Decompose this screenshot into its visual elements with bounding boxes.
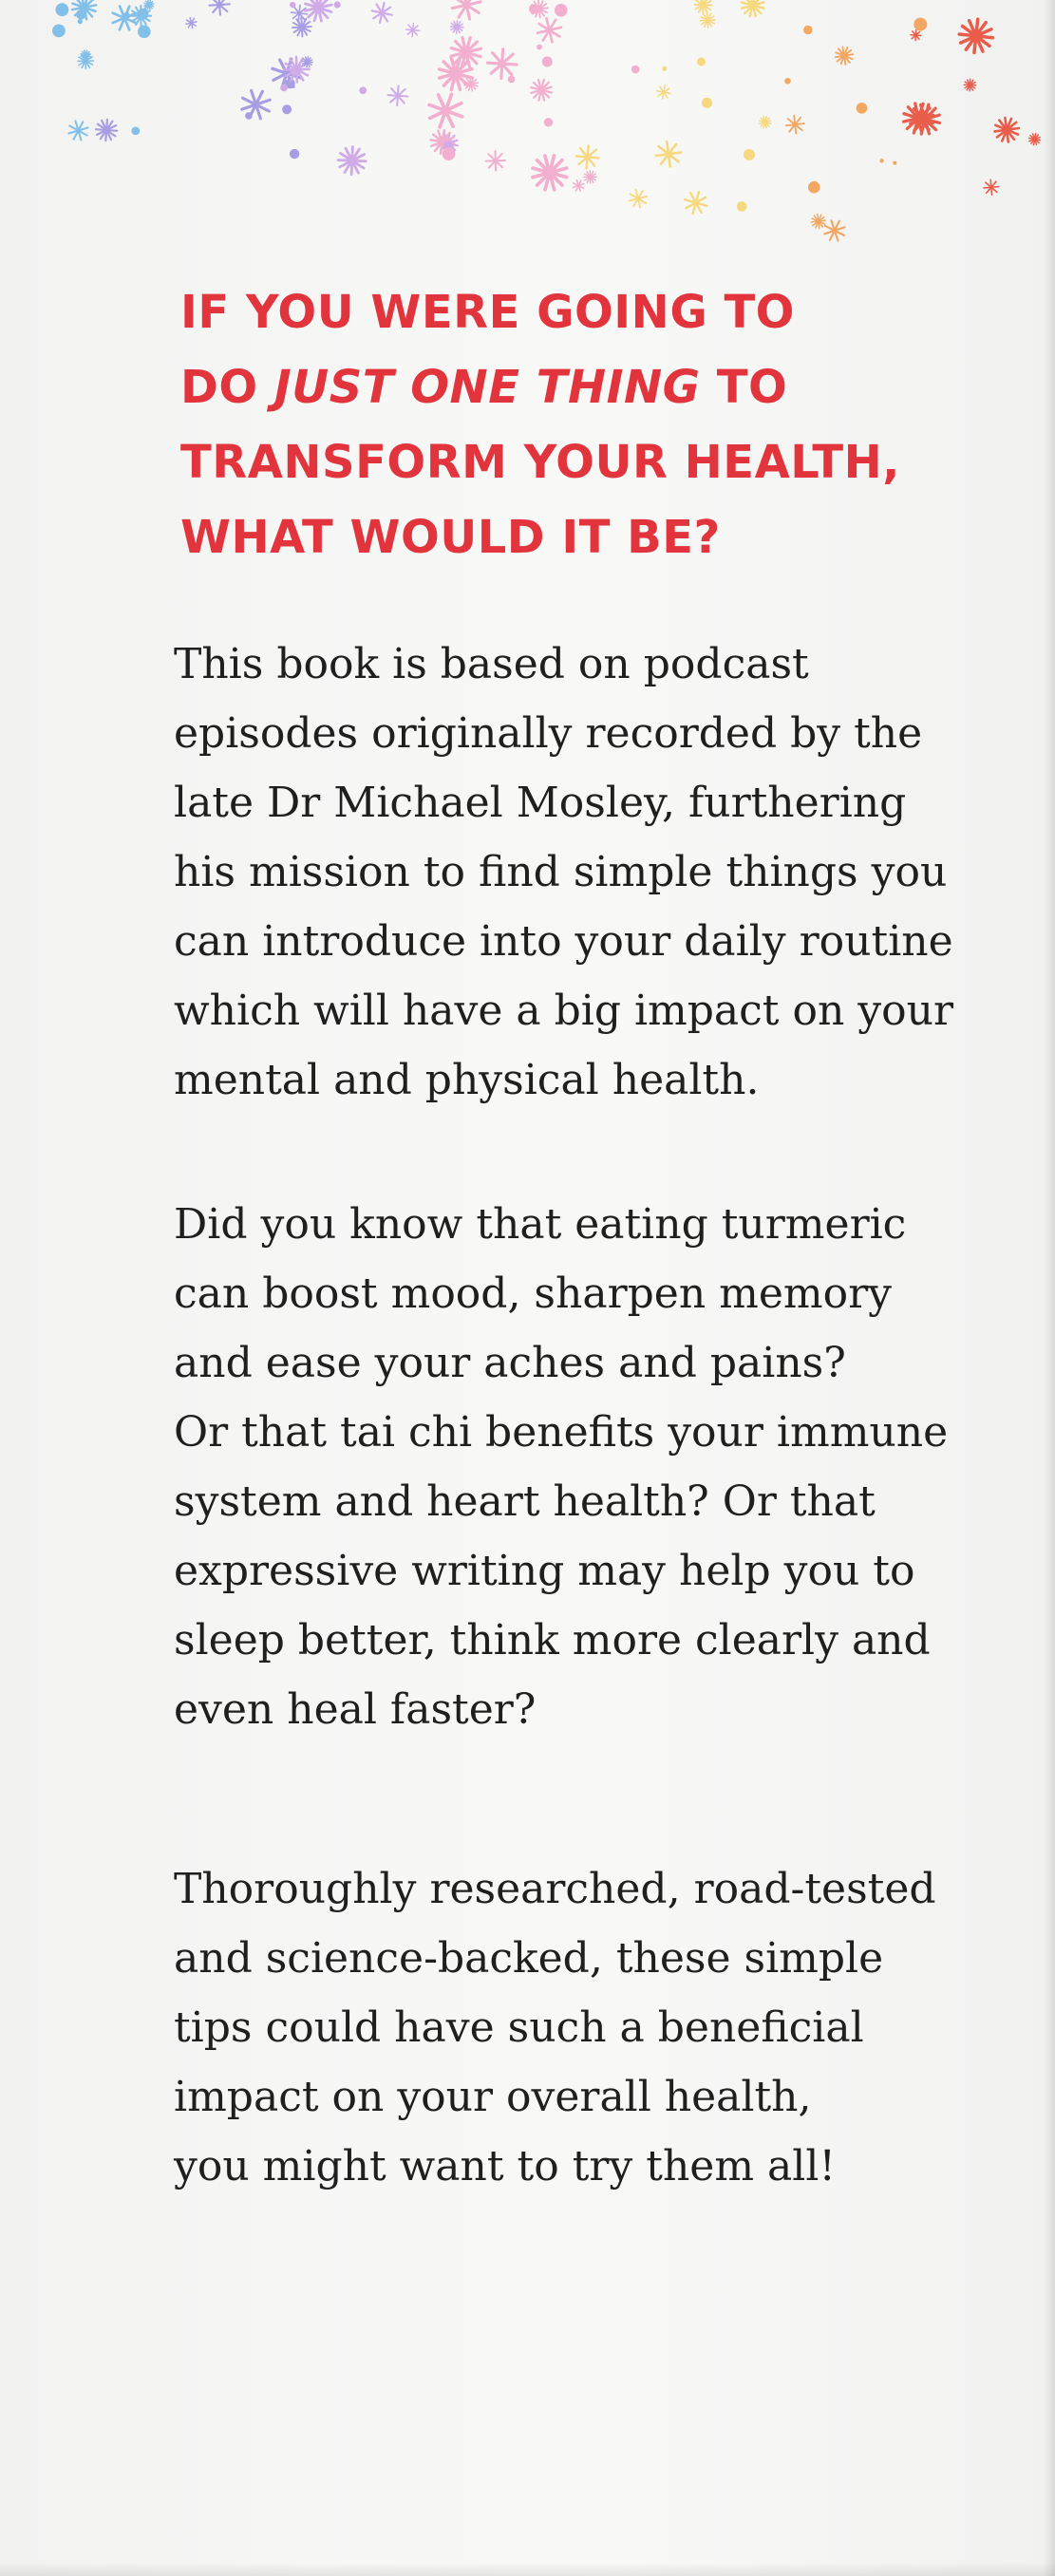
star-icon — [144, 0, 154, 9]
confetti-dot-icon — [857, 103, 868, 114]
confetti-dot-icon — [138, 26, 151, 39]
star-icon — [406, 24, 420, 37]
page-edge-shadow — [1044, 0, 1055, 2576]
confetti-dot-icon — [544, 118, 553, 126]
star-icon — [531, 80, 552, 101]
confetti-dot-icon — [737, 201, 747, 212]
star-icon — [186, 18, 197, 28]
star-icon — [576, 146, 599, 169]
confetti-dot-icon — [808, 181, 820, 194]
paragraph-line: and ease your aches and pains? — [174, 1339, 846, 1387]
star-icon — [338, 147, 366, 175]
confetti-dot-icon — [784, 78, 791, 85]
confetti-dot-icon — [631, 66, 640, 74]
headline-line: WHAT WOULD IT BE? — [180, 511, 721, 564]
star-icon — [836, 47, 854, 65]
star-icon — [486, 151, 505, 170]
star-icon — [537, 18, 561, 42]
star-icon — [811, 215, 825, 229]
confetti-dot-icon — [542, 57, 553, 67]
paragraph-line: Did you know that eating turmeric — [174, 1200, 907, 1249]
confetti-dot-icon — [697, 58, 706, 66]
headline-text: DO — [180, 361, 274, 414]
star-icon — [452, 0, 480, 19]
headline-line — [180, 350, 1016, 425]
questions-paragraph — [174, 1190, 1009, 1744]
star-icon — [911, 30, 921, 41]
closing-paragraph — [174, 1854, 1009, 2201]
star-icon — [786, 116, 804, 134]
headline-line: TRANSFORM YOUR HEALTH, — [180, 436, 901, 489]
paragraph-line: his mission to find simple things you — [174, 848, 948, 896]
paragraph-line: late Dr Michael Mosley, furthering — [174, 779, 907, 827]
confetti-dot-icon — [879, 159, 883, 162]
star-icon — [302, 57, 312, 67]
star-icon — [700, 13, 715, 28]
confetti-dot-icon — [803, 26, 813, 35]
confetti-dot-icon — [123, 12, 130, 19]
page-bottom-shadow — [0, 2563, 1055, 2576]
paragraph-line: Thoroughly researched, road-tested — [174, 1865, 936, 1913]
star-icon — [824, 220, 844, 240]
star-icon — [685, 192, 706, 214]
confetti-dot-icon — [744, 149, 755, 160]
confetti-dot-icon — [56, 3, 69, 16]
star-icon — [292, 18, 311, 37]
star-icon — [372, 3, 392, 23]
paragraph-line: tips could have such a beneficial — [174, 2003, 864, 2052]
confetti-dot-icon — [662, 66, 667, 71]
star-icon — [657, 85, 670, 99]
confetti-dot-icon — [508, 76, 516, 84]
confetti-dot-icon — [702, 98, 712, 108]
confetti-dot-icon — [290, 149, 299, 159]
confetti-dot-icon — [893, 161, 896, 165]
confetti-dot-icon — [280, 85, 288, 92]
star-icon — [760, 117, 771, 128]
confetti-dot-icon — [914, 18, 927, 31]
paragraph-line: and science-backed, these simple — [174, 1934, 884, 1983]
confetti-dot-icon — [282, 104, 292, 114]
star-icon — [584, 171, 596, 183]
star-icon — [429, 94, 462, 127]
star-icon — [630, 190, 647, 207]
intro-paragraph — [174, 630, 1009, 1115]
star-icon — [210, 0, 230, 15]
headline-emphasis: JUST ONE THING — [273, 361, 701, 414]
paragraph-line: This book is based on podcast — [174, 640, 809, 688]
star-icon — [964, 79, 975, 90]
confetti-dot-icon — [131, 127, 140, 136]
confetti-dot-icon — [555, 4, 568, 17]
paragraph-line: sleep better, think more clearly and — [174, 1616, 931, 1664]
paragraph-line: impact on your overall health, — [174, 2073, 812, 2121]
headline — [180, 275, 1016, 575]
paragraph-line: even heal faster? — [174, 1685, 537, 1734]
confetti-dot-icon — [334, 1, 341, 8]
star-icon — [487, 49, 517, 79]
headline-text: TO — [700, 361, 788, 414]
star-icon — [695, 0, 712, 13]
star-icon — [1029, 134, 1041, 145]
star-icon — [96, 120, 117, 141]
headline-line: IF YOU WERE GOING TO — [180, 286, 795, 339]
paragraph-line: episodes originally recorded by the — [174, 709, 923, 758]
paragraph-line: can introduce into your daily routine — [174, 917, 953, 966]
confetti-dot-icon — [359, 86, 367, 94]
starburst-decoration — [0, 0, 1055, 275]
paragraph-line: expressive writing may help you to — [174, 1547, 915, 1595]
star-icon — [656, 141, 681, 166]
star-icon — [450, 21, 463, 33]
confetti-dot-icon — [537, 45, 542, 50]
star-icon — [573, 180, 584, 192]
paragraph-line: mental and physical health. — [174, 1056, 760, 1104]
star-icon — [984, 179, 999, 195]
confetti-dot-icon — [443, 147, 456, 160]
star-icon — [742, 0, 763, 16]
confetti-dot-icon — [138, 9, 149, 20]
star-icon — [533, 156, 567, 190]
star-icon — [995, 118, 1019, 141]
star-icon — [959, 19, 992, 52]
paragraph-line: can boost mood, sharpen memory — [174, 1269, 893, 1318]
star-icon — [388, 86, 408, 106]
paragraph-line: which will have a big impact on your — [174, 987, 954, 1035]
confetti-dot-icon — [529, 4, 539, 14]
star-icon — [68, 122, 87, 141]
paragraph-line: system and heart health? Or that — [174, 1477, 876, 1526]
confetti-dot-icon — [245, 112, 253, 120]
paragraph-line: you might want to try them all! — [174, 2142, 837, 2191]
star-icon — [305, 0, 331, 21]
confetti-dot-icon — [52, 25, 66, 38]
confetti-dot-icon — [290, 2, 295, 8]
paragraph-line: Or that tai chi benefits your immune — [174, 1408, 949, 1457]
confetti-dot-icon — [78, 19, 83, 24]
